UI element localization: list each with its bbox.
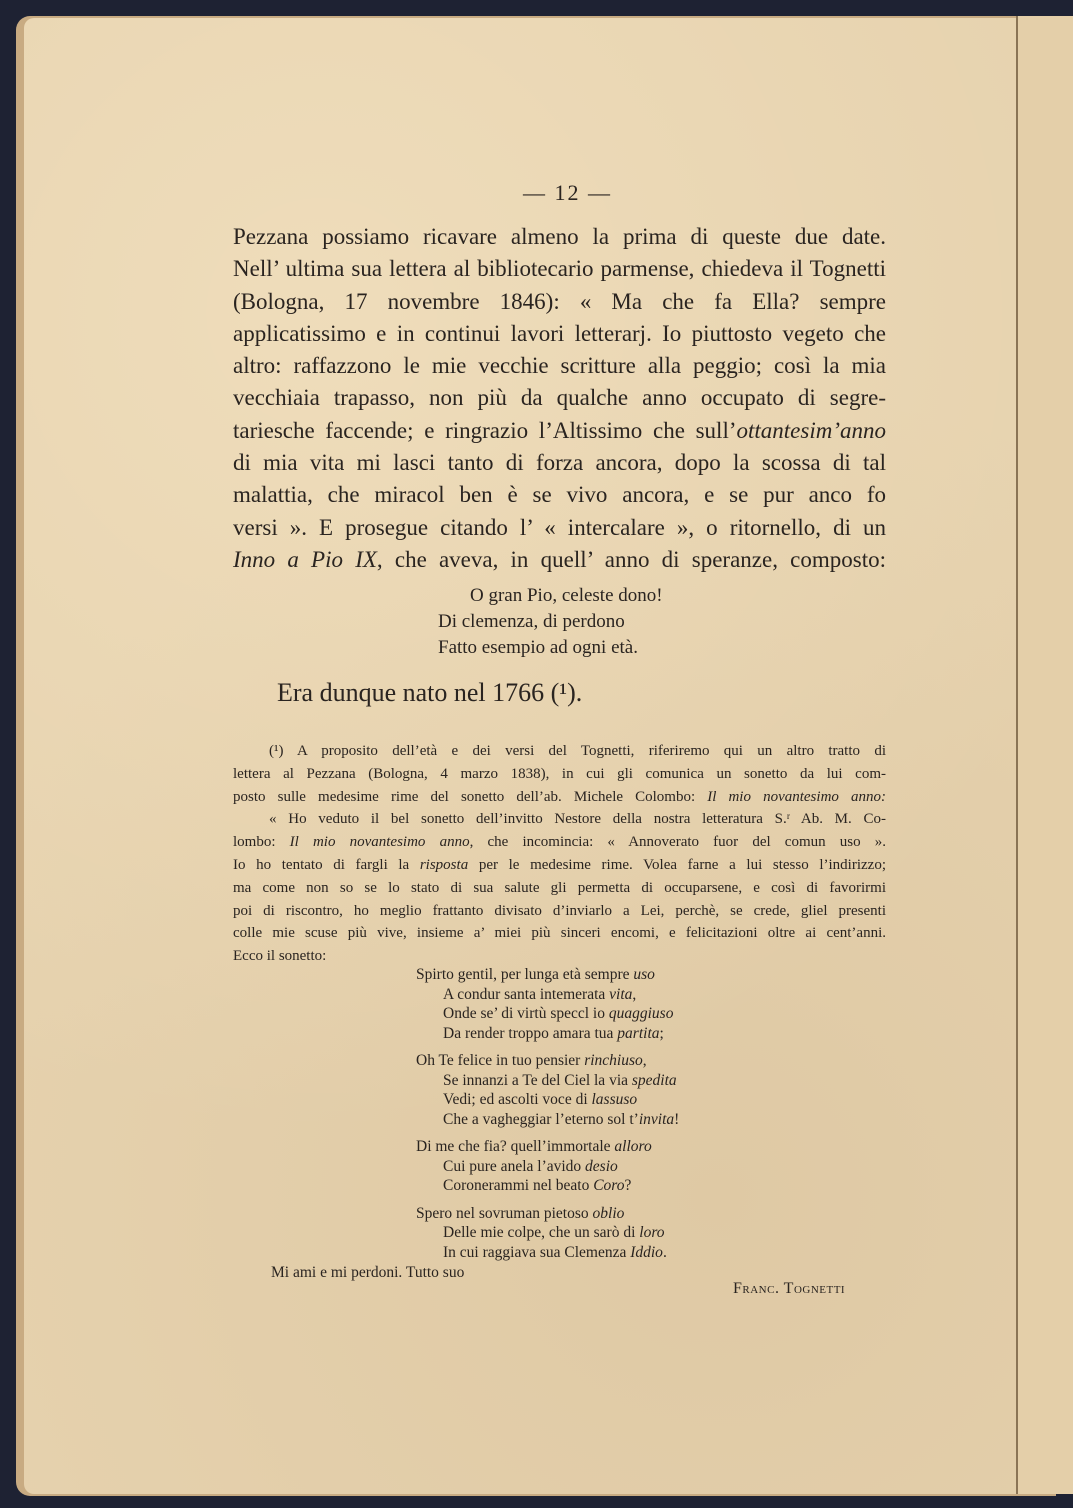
punctuation: , (632, 985, 637, 1003)
footnote-line-text: , che incomincia: « Annoverato fuor del comun uso ». (469, 834, 887, 851)
body-line: malattia, che miracol ben è se vivo ancora, e se pur anco fo (233, 482, 886, 508)
rhyme-word: desio (585, 1157, 618, 1175)
body-line (233, 415, 886, 447)
rhyme-word: loro (639, 1224, 665, 1241)
rhyme-word: vita (609, 985, 633, 1003)
body-line: vecchiaia trapasso, non più da qualche anno occupato di segre- (233, 385, 886, 411)
sonnet-line (416, 1157, 679, 1177)
sonnet-line-text: Spirto gentil, per lunga età sempre (416, 966, 634, 983)
sonnet-line-text: Oh Te felice in tuo pensier (416, 1052, 585, 1069)
punctuation: ; (659, 1024, 664, 1042)
verse-line: Di clemenza, di perdono (438, 611, 625, 632)
verse-line: Fatto esempio ad ogni età. (438, 637, 638, 658)
body-paragraph (233, 221, 886, 576)
italic-title: Inno a Pio IX (233, 546, 377, 572)
footnote-line-text: per le medesime rime. Volea farne a lui stesso l’indirizzo; (468, 856, 886, 873)
italic-title: Il mio novantesimo anno: (707, 788, 886, 805)
footnote-line-text: Io ho tentato di fargli la (233, 856, 420, 873)
hymn-verse (438, 583, 663, 661)
footnote-line: lettera al Pezzana (Bologna, 4 marzo 1838), in cui gli comunica un sonetto da lui com- (233, 765, 886, 782)
sonnet-line (416, 1243, 679, 1263)
sonnet-line-text: Cui pure anela l’avido (443, 1157, 586, 1175)
sonnet-line (416, 1090, 679, 1110)
sonnet-line-text: In cui raggiava sua Clemenza (443, 1243, 631, 1261)
sonnet-line-text: Da render troppo amara tua (443, 1024, 618, 1042)
footnote-line: « Ho veduto il bel sonetto dell’invitto Nestore della nostra letteratura S.ʳ Ab. M. Co- (269, 811, 886, 828)
punctuation: . (662, 1243, 667, 1261)
sonnet-line (416, 1110, 679, 1130)
sonnet-line-text: Se innanzi a Te del Ciel la via (443, 1071, 632, 1089)
sonnet-line-text: Delle mie colpe, che un sarò di (443, 1224, 640, 1241)
verse-line: O gran Pio, celeste dono! (470, 585, 663, 606)
rhyme-word: spedita (631, 1071, 677, 1089)
sonnet-line-text: Spero nel sovruman pietoso (416, 1204, 593, 1222)
sonnet-line-text: Vedi; ed ascolti voce di (443, 1091, 592, 1108)
footnote-line (233, 854, 886, 877)
punctuation: ! (674, 1110, 680, 1128)
sonnet-stanza (416, 965, 679, 1043)
sonnet-line-text: A condur santa intemerata (443, 985, 610, 1003)
rhyme-word: Iddio (630, 1243, 663, 1261)
rhyme-word: quaggiuso (608, 1005, 674, 1022)
body-line: Nell’ ultima sua lettera al bibliotecario parmense, chiedeva il Tognetti (233, 256, 886, 282)
italic-word: risposta (419, 856, 469, 873)
sonnet-line (416, 1024, 679, 1044)
italic-title: Il mio novantesimo anno (289, 834, 470, 851)
footnote-line: Ecco il sonetto: (233, 948, 327, 965)
rhyme-word: invita (638, 1110, 675, 1128)
sonnet-line (416, 1071, 679, 1091)
sonnet-line (416, 1204, 679, 1224)
rhyme-word: uso (633, 966, 655, 983)
sonnet-line (416, 965, 679, 985)
body-line: applicatissimo e in continui lavori letterarj. Io piuttosto vegeto che (233, 320, 886, 346)
sonnet-line (416, 1004, 679, 1024)
footnote-line: ma come non so se lo stato di sua salute gli permetta di occuparsene, e così di favorirmi (233, 879, 886, 896)
punctuation: ? (624, 1177, 632, 1194)
body-line: altro: raffazzono le mie vecchie scritture alla peggio; così la mia (233, 353, 886, 379)
body-line-text: tariesche faccende; e ringrazio l’Altissimo che sull’ (233, 417, 737, 443)
punctuation: , (642, 1052, 647, 1069)
footnote-line: poi di riscontro, ho meglio frattanto divisato d’inviarlo a Lei, perchè, se crede, gliel presenti (233, 902, 886, 919)
sonnet-stanza (416, 1051, 679, 1129)
closing-line: Mi ami e mi perdoni. Tutto suo (271, 1264, 465, 1281)
sonnet (416, 965, 679, 1270)
rhyme-word: rinchiuso (584, 1052, 643, 1069)
sonnet-line-text: Di me che fia? quell’immortale (416, 1138, 615, 1155)
footnote-line-text: posto sulle medesime rime del sonetto dell’ab. Michele Colombo: (233, 788, 708, 805)
sonnet-line (416, 1176, 679, 1196)
footnote-line: colle mie scuse più vive, insieme a’ miei più sinceri encomi, e felicitazioni oltre ai cent’anni. (233, 925, 886, 942)
facing-page-edge (1016, 16, 1073, 1494)
footnote-line: (¹) A proposito dell’età e dei versi del Tognetti, riferiremo qui un altro tratto di (269, 743, 886, 759)
sonnet-line-text: Onde se’ di virtù speccl io (443, 1005, 609, 1022)
body-line-text: , che aveva, in quell’ anno di speranze, composto: (376, 546, 886, 572)
rhyme-word: partita (617, 1024, 660, 1042)
rhyme-word: oblio (592, 1204, 625, 1222)
sonnet-line-text: Che a vagheggiar l’eterno sol t’ (443, 1110, 639, 1128)
page-number: — 12 — (523, 180, 612, 205)
body-line: (Bologna, 17 novembre 1846): « Ma che fa Ella? sempre (233, 288, 886, 314)
rhyme-word: Coro (593, 1177, 625, 1194)
footnote (233, 740, 886, 968)
footnote-line (233, 786, 886, 809)
signature: Franc. Tognetti (733, 1280, 846, 1297)
sonnet-line-text: Coronerammi nel beato (443, 1177, 594, 1194)
sonnet-stanza (416, 1137, 679, 1196)
rhyme-word: lassuso (591, 1091, 638, 1108)
body-line: Pezzana possiamo ricavare almeno la prima di queste due date. (233, 224, 886, 249)
italic-phrase: ottantesim’anno (736, 417, 886, 443)
sonnet-stanza (416, 1204, 679, 1263)
rhyme-word: alloro (614, 1138, 652, 1155)
body-line: di mia vita mi lasci tanto di forza ancora, dopo la scossa di tal (233, 450, 886, 476)
body-line (233, 544, 886, 576)
footnote-line (233, 831, 886, 854)
sonnet-line (416, 1137, 679, 1157)
era-line: Era dunque nato nel 1766 (¹). (277, 678, 583, 707)
body-line: versi ». E prosegue citando l’ « intercalare », o ritornello, di un (233, 514, 886, 540)
sonnet-line (416, 1051, 679, 1071)
footnote-line-text: lombo: (233, 834, 290, 851)
sonnet-line (416, 1223, 679, 1243)
sonnet-line (416, 985, 679, 1005)
